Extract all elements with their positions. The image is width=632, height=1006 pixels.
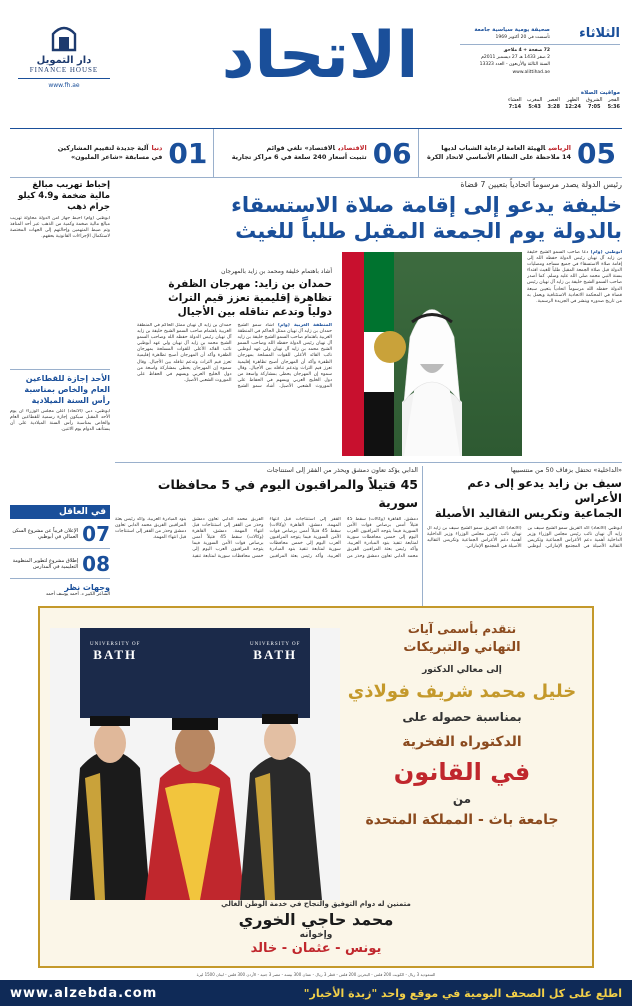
ad-line-1: نتقدم بأسمى آيات xyxy=(407,622,517,636)
sidebar-divider-1 xyxy=(10,369,110,370)
teaser-line-2: 14 ملاحظة على النظام الأساسي لاتحاد الكرة xyxy=(427,153,572,161)
ad-university: جامعة باث - المملكة المتحدة xyxy=(365,812,559,828)
mid-divider xyxy=(115,462,622,463)
sidebar-item2-body: أبوظبي، دبي (الاتحاد) أعلن مجلس الوزراء أن يوم الأحد المقبل سيكون إجازة رسمية للقطاعين العام والخاص بمناسبة رأس السنة الميلادية على أن يستأنف الدوام يوم الاثنين. xyxy=(10,409,110,433)
newspaper-logo xyxy=(175,16,465,96)
syria-body xyxy=(115,517,418,617)
footer-prices: السعودية 3 ريال - الكويت 200 فلس - البحرين 200 فلس - قطر 3 ريال - عمان 300 بيسة - مصر 3 جنيه - الأردن 300 فلس - لبنان 1500 ليرة xyxy=(196,972,436,977)
sidebar-item-number: 08 xyxy=(82,552,110,576)
ad-line-4: بمناسبة حصوله على xyxy=(402,710,522,724)
teaser-item[interactable] xyxy=(418,129,622,177)
teaser-line-2: في مسابقة «شاعر المليون» xyxy=(70,153,163,161)
syria-headline: 45 قتيلاً والمراقبون اليوم في 5 محافظات سورية xyxy=(157,477,418,510)
watermark-url[interactable]: www.alzebda.com xyxy=(10,985,158,1001)
prayer-time-cell xyxy=(527,97,543,110)
day-label: الثلاثاء xyxy=(579,26,620,41)
pages-count: 72 صفحة + 4 ملاحق xyxy=(503,48,550,53)
watermark-bar[interactable] xyxy=(0,980,632,1006)
prayer-time-cell xyxy=(565,97,581,110)
second-lead-kicker: «الداخلية» تحتفل بزفاف 50 من منتسبيها xyxy=(510,466,622,474)
lead-headline-2: بالدولة يوم الجمعة المقبل طلباً للغيث xyxy=(235,219,622,243)
lead-headline-1: خليفة يدعو إلى إقامة صلاة الاستسقاء xyxy=(231,193,622,217)
right-story-headline-3: دولياً وتدعم تناقله بين الأجيال xyxy=(177,306,332,318)
ad-line-2: التهاني والتبريكات xyxy=(403,640,521,655)
right-story-dateline: المنطقة الغربية (وام) xyxy=(277,323,332,328)
website-url[interactable]: www.alittihad.ae xyxy=(512,70,550,75)
teaser-section: الرياضي xyxy=(548,144,572,152)
ad-line-6: من xyxy=(452,792,472,806)
bath-small-right: UNIVERSITY OF xyxy=(250,642,301,647)
sidebar-section-header: في العاقل xyxy=(10,505,110,519)
graduation-photo xyxy=(50,628,340,900)
prayer-time-cell xyxy=(508,97,522,110)
prayer-time-cell xyxy=(548,97,560,110)
lead-story xyxy=(137,180,622,460)
teaser-line-1: الاقتصاد» تلغي قوائم xyxy=(266,144,336,152)
teaser-item[interactable] xyxy=(213,129,417,177)
prayer-time-cell xyxy=(586,97,602,110)
right-story-body-text-cont: أشاد سمو الشيخ حمدان بن زايد آل نهيان ممثل الحاكم في المنطقة الغربية باهتمام صاحب السمو الشيخ خليفة بن زايد آل نهيان رئيس الدولة حفظه الله وصاحب السمو الشيخ محمد بن زايد آل نهيان ولي عهد أبوظبي نائب القائد الأعلى للقوات المسلحة بمهرجان الظفرة وأكد أن المهرجان أصبح تظاهرة إقليمية تعزز قيم التراث وتدعم تناقله بين الأجيال. وقال سموه إن المهرجان يحظى بمشاركة واسعة من دول الخليج العربي ويسهم في الحفاظ على الموروث الشعبي الأصيل. xyxy=(137,323,275,389)
sidebar-list-item[interactable] xyxy=(10,522,110,549)
finance-house-logo-icon xyxy=(49,22,79,52)
ad-line-3: إلى معالي الدكتور xyxy=(422,665,502,675)
syria-body-text: دمشق، القاهرة (وكالات) سقط 45 قتيلاً أمس برصاص قوات الأمن السورية فيما يتوجه المراقبون العرب اليوم إلى خمس محافظات سورية لمتابعة تنفيذ بنود المبادرة العربية. وأكد رئيس بعثة المراقبين الفريق محمد الدابي تعاون دمشق وحذر من القفز إلى استنتاجات قبل انتهاء المهمة. xyxy=(269,517,418,559)
bath-label-right: BATH xyxy=(253,647,298,662)
second-lead-headline-2: الجماعية وتكريس التقاليد الأصيلة xyxy=(434,506,622,520)
ad-line-5: الدكتوراه الفخرية xyxy=(402,734,522,750)
masthead xyxy=(0,0,632,108)
second-row-vertical-divider xyxy=(422,466,423,606)
finance-house-arabic: دار التمويل xyxy=(36,55,92,66)
founded: تأسست في 20 أكتوبر 1969 xyxy=(495,35,550,40)
sidebar-list-item[interactable] xyxy=(10,552,110,579)
right-story-headline-2: تظاهرة إقليمية تعزز قيم التراث xyxy=(168,292,332,304)
finance-house-english: FINANCE HOUSE xyxy=(29,66,99,74)
sidebar-item2-title: الأحد إجازة للقطاعين العام والخاص بمناسبة رأس السنة الميلادية xyxy=(24,374,110,405)
second-lead-body-text-cont: أبوظبي (الاتحاد) أكد الفريق سمو الشيخ سيف بن زايد آل نهيان نائب رئيس مجلس الوزراء وزير الداخلية أهمية دعم الأعراس الجماعية وتكريس التقاليد الأصيلة في المجتمع الإماراتي. xyxy=(427,526,542,550)
teaser-line-1: آلية جديدة لتقييم المشاركين xyxy=(57,144,149,152)
prayer-time: 12:24 xyxy=(565,103,581,110)
lead-kicker: رئيس الدولة يصدر مرسوماً اتحادياً بتعيين 7 قضاة xyxy=(460,180,622,189)
watermark-text: اطلع على كل الصحف اليومية في موقع واحد "زبدة الأخبار" xyxy=(303,986,622,1000)
sidebar-item-text: الإعلان قريباً عن مشروع السكن العمالي في أبوظبي xyxy=(12,527,79,540)
portrait-figure xyxy=(342,252,522,456)
right-story-headline-1: حمدان بن زايد: مهرجان الظفرة xyxy=(168,278,332,290)
prayer-name: العشاء xyxy=(508,97,522,103)
sidebar-item-text: إطلاق مشروع لتطوير المنظومة التعليمية في المدارس xyxy=(12,557,79,570)
date-line: 2 صفر 1433 هـ 27 ديسمبر 2011م xyxy=(481,55,550,60)
syria-body-text-cont2: دمشق، القاهرة (وكالات) سقط 45 قتيلاً أمس برصاص قوات الأمن السورية فيما يتوجه المراقبون العرب اليوم إلى خمس محافظات سورية لمتابعة تنفيذ بنود المبادرة العربية. وأكد رئيس بعثة المراقبين الفريق محمد الدابي تعاون دمشق وحذر من القفز إلى استنتاجات قبل انتهاء المهمة. xyxy=(115,517,264,559)
ad-brothers: وإخوانه xyxy=(299,930,333,940)
finance-house-rule xyxy=(18,78,110,79)
syria-kicker: الدابي يؤكد تعاون دمشق ويحذر من الفقز إلى استنتاجات xyxy=(266,466,418,474)
left-sidebar xyxy=(10,180,110,600)
prayer-name: الشروق xyxy=(586,97,603,103)
lead-photo xyxy=(342,252,522,456)
second-lead-body-text: أبوظبي (الاتحاد) أكد الفريق سمو الشيخ سيف بن زايد آل نهيان نائب رئيس مجلس الوزراء وزير الداخلية أهمية دعم الأعراس الجماعية وتكريس التقاليد الأصيلة في المجتمع الإماراتي. xyxy=(527,526,622,550)
teaser-bar xyxy=(10,128,622,178)
prayer-time: 3:28 xyxy=(547,103,560,110)
bath-small-left: UNIVERSITY OF xyxy=(90,642,141,647)
prayer-name: الفجر xyxy=(608,97,620,103)
opinion-header: وجهات نظر xyxy=(64,583,110,592)
ad-honoree-name: خليل محمد شريف فولاذي xyxy=(347,681,577,702)
teaser-number: 01 xyxy=(168,136,208,170)
right-info-rule xyxy=(460,44,620,45)
prayer-times xyxy=(508,90,620,110)
sidebar-item1-title: إحباط تهريب مبالغ مالية ضخمة و4.9 كيلو جرام ذهب xyxy=(18,180,110,212)
teaser-number: 05 xyxy=(577,136,616,170)
finance-house-ad[interactable] xyxy=(14,22,114,102)
lead-body-text: دعا صاحب السمو الشيخ خليفة بن زايد آل نهيان رئيس الدولة حفظه الله إلى إقامة صلاة الاستسقاء في جميع مساجد ومصليات الدولة قبل صلاة الجمعة المقبل طلباً للغيث اقتداء بسنة النبي محمد صلى الله عليه وسلم. كما أصدر صاحب السمو الشيخ خليفة بن زايد آل نهيان رئيس الدولة حفظه الله مرسوماً اتحادياً بتعيين سبعة قضاة في المحكمة الاتحادية الاستئنافية ويعمل به من تاريخ صدوره وينشر في الجريدة الرسمية. xyxy=(527,250,622,304)
teaser-section: الاقتصادي xyxy=(338,144,367,152)
ad-bottom xyxy=(50,900,582,956)
tagline: صحيفة يومية سياسية جامعة xyxy=(474,27,550,33)
prayer-time-cell xyxy=(608,97,620,110)
second-lead-headline-1: سيف بن زايد يدعو إلى دعم الأعراس xyxy=(467,476,622,505)
prayer-times-row xyxy=(508,97,620,110)
syria-story xyxy=(115,466,418,606)
lead-dateline: أبوظبي (وام) xyxy=(590,250,622,255)
prayer-name: العصر xyxy=(547,97,560,103)
teaser-number: 06 xyxy=(372,136,412,170)
syria-body-text-cont: دمشق، القاهرة (وكالات) سقط 45 قتيلاً أمس برصاص قوات الأمن السورية فيما يتوجه المراقبون العرب اليوم إلى خمس محافظات سورية لمتابعة تنفيذ بنود المبادرة العربية. وأكد رئيس بعثة المراقبين الفريق محمد الدابي تعاون دمشق وحذر من القفز إلى استنتاجات قبل انتهاء المهمة. xyxy=(192,517,341,559)
right-story-body xyxy=(137,323,332,453)
prayer-time: 5:43 xyxy=(528,103,541,110)
ad-wish: متمنين له دوام التوفيق والنجاح في خدمة الوطن الغالي xyxy=(221,900,411,908)
sidebar-item1-body: أبوظبي (وام) أحبط جهاز أمن الدولة محاولة تهريب مبالغ مالية ضخمة وكمية من الذهب عبر أحد المنافذ وتم ضبط المتهمين وإحالتهم إلى الجهات المختصة لاستكمال الإجراءات القانونية بحقهم. xyxy=(10,216,110,240)
teaser-section: دنيا xyxy=(151,144,163,152)
right-story-body-text: أشاد سمو الشيخ حمدان بن زايد آل نهيان ممثل الحاكم في المنطقة الغربية باهتمام صاحب السمو الشيخ خليفة بن زايد آل نهيان رئيس الدولة حفظه الله وصاحب السمو الشيخ محمد بن زايد آل نهيان ولي عهد أبوظبي نائب القائد الأعلى للقوات المسلحة بمهرجان الظفرة وأكد أن المهرجان أصبح تظاهرة إقليمية تعزز قيم التراث وتدعم تناقله بين الأجيال. وقال سموه إن المهرجان يحظى بمشاركة واسعة من دول الخليج العربي ويسهم في الحفاظ على الموروث الشعبي الأصيل. xyxy=(237,323,332,389)
opinion-body: الشاعر الكبير د. أحمد يوسف أحمد xyxy=(45,592,110,597)
ad-text xyxy=(342,622,582,828)
teaser-line-2: تثبيت أسعار 240 سلعة في 6 مراكز تجارية xyxy=(231,153,367,161)
bath-banner-left xyxy=(90,642,140,663)
bath-label-left: BATH xyxy=(93,647,138,662)
ad-sender: محمد حاجي الخوري xyxy=(238,910,394,929)
logo-text: الاتحاد xyxy=(221,19,419,93)
issue-number: السنة الثالثة والأربعون - العدد 13323 xyxy=(479,62,550,67)
finance-house-url[interactable]: www.fh.ae xyxy=(48,82,80,89)
prayer-name: المغرب xyxy=(526,97,543,103)
congratulations-ad xyxy=(38,606,594,968)
lead-body xyxy=(527,250,622,455)
ad-field: في القانون xyxy=(393,758,531,786)
teaser-item[interactable] xyxy=(10,129,213,177)
second-lead-body xyxy=(427,526,622,616)
prayer-times-title: مواقيت الصلاة xyxy=(580,90,620,96)
teaser-line-1: الهيئة العامة لرعاية الشباب لديها xyxy=(441,144,546,152)
right-story xyxy=(137,268,332,458)
ad-photo xyxy=(50,628,340,900)
prayer-time: 7:05 xyxy=(588,103,601,110)
prayer-time: 5:36 xyxy=(607,103,620,110)
right-story-kicker: أشاد باهتمام خليفة ومحمد بن زايد بالمهرجان xyxy=(221,268,332,275)
sidebar-item-number: 07 xyxy=(82,522,110,546)
bath-banner-right xyxy=(250,642,300,663)
ad-brothers-names: يونس - عثمان - خالد xyxy=(250,941,382,956)
prayer-name: الظهر xyxy=(566,97,580,103)
prayer-time: 7:14 xyxy=(508,103,522,110)
second-lead xyxy=(427,466,622,606)
